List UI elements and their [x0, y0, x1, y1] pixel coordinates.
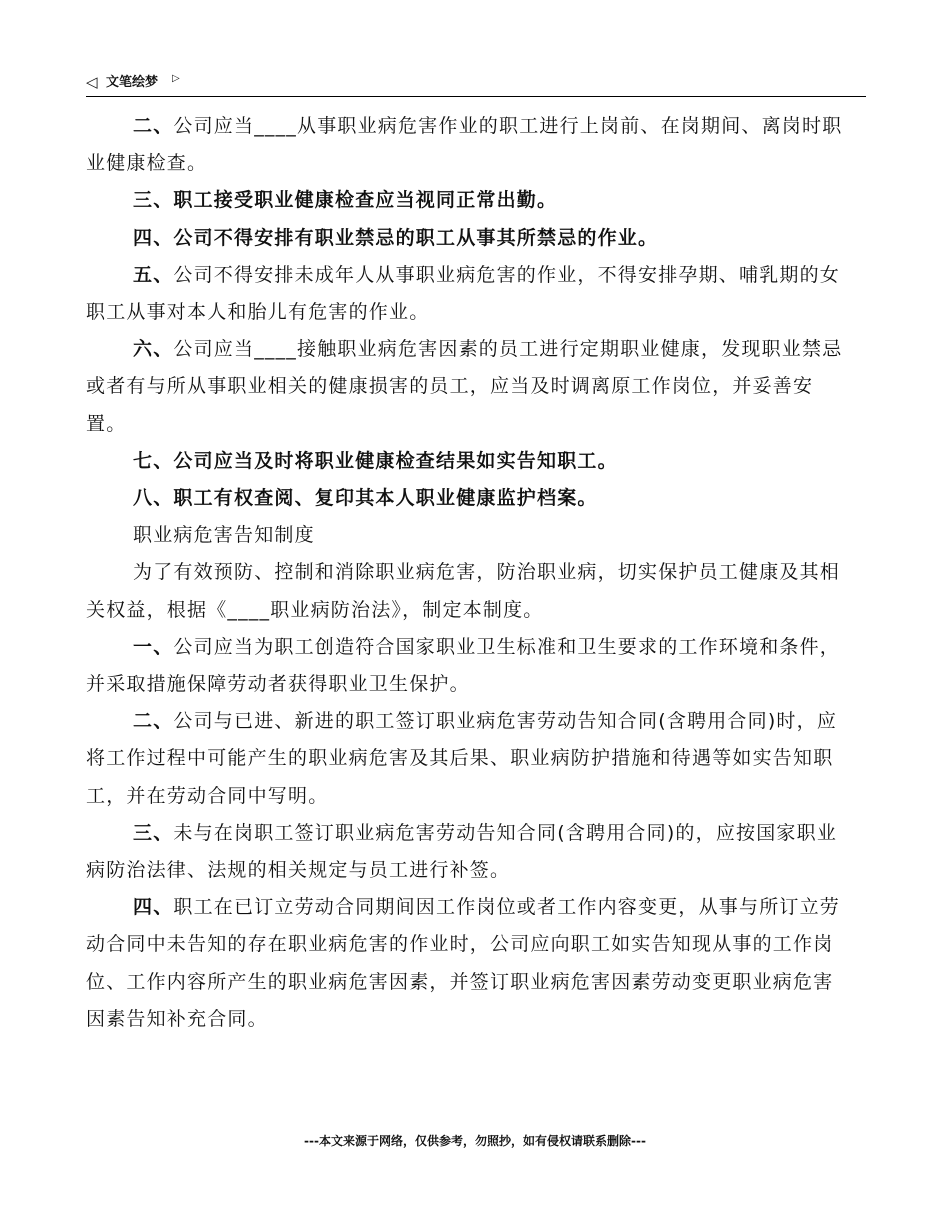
paragraph-clause-4: 四、公司不得安排有职业禁忌的职工从事其所禁忌的作业。	[133, 226, 659, 249]
paragraph-text: 公司应当为职工创造符合国家职业卫生标准和卫生要求的工作环境和条件，并采取措施保障劳动者获得职业卫生保护。	[86, 635, 841, 696]
clause-number: 二、	[133, 115, 174, 137]
left-triangle-icon: ◁	[86, 73, 98, 91]
paragraph-text: 未与在岗职工签订职业病危害劳动告知合同(含聘用合同)的，应按国家职业病防治法律、法规的相关规定与员工进行补签。	[86, 821, 838, 882]
paragraph-notice-1	[86, 629, 852, 703]
paragraph-clause-8: 八、职工有权查阅、复印其本人职业健康监护档案。	[133, 487, 598, 510]
paragraph-clause-3: 三、职工接受职业健康检查应当视同正常出勤。	[133, 189, 558, 212]
paragraph-text: 公司应当____从事职业病危害作业的职工进行上岗前、在岗期间、离岗时职业健康检查。	[86, 115, 843, 175]
right-triangle-icon: ▷	[172, 73, 180, 84]
clause-number: 三、	[133, 821, 174, 844]
paragraph-notice-2	[86, 703, 852, 815]
paragraph-text: 职工在已订立劳动合同期间因工作岗位或者工作内容变更，从事与所订立劳动合同中未告知的存在职业病危害的作业时，公司应向职工如实告知现从事的工作岗位、工作内容所产生的职业病危害因素，并签订职业病危害因素劳动变更职业病危害因素告知补充合同。	[86, 896, 841, 1030]
page-header	[86, 70, 866, 97]
header-title: 文笔绘梦	[106, 75, 159, 90]
paragraph-notice-3	[86, 815, 852, 889]
page-footer: ---本文来源于网络，仅供参考，勿照抄，如有侵权请联系删除---	[304, 1134, 646, 1148]
clause-number: 六、	[133, 338, 174, 361]
paragraph-text: 公司与已进、新进的职工签订职业病危害劳动告知合同(含聘用合同)时，应将工作过程中可能产生的职业病危害及其后果、职业病防护措施和待遇等如实告知职工，并在劳动合同中写明。	[86, 710, 838, 807]
document-body	[86, 108, 852, 1038]
clause-number: 二、	[133, 710, 174, 733]
paragraph-clause-6	[86, 331, 852, 443]
paragraph-intro: 为了有效预防、控制和消除职业病危害，防治职业病，切实保护员工健康及其相关权益，根据《____职业病防治法》，制定本制度。	[86, 561, 841, 621]
clause-number: 四、	[133, 896, 174, 919]
clause-number: 一、	[133, 635, 174, 658]
paragraph-text: 公司应当____接触职业病危害因素的员工进行定期职业健康，发现职业禁忌或者有与所从事职业相关的健康损害的员工，应当及时调离原工作岗位，并妥善安置。	[86, 338, 843, 435]
paragraph-clause-5	[86, 257, 852, 331]
clause-number: 五、	[133, 263, 174, 286]
section-heading: 职业病危害告知制度	[133, 524, 315, 547]
paragraph-text: 公司不得安排未成年人从事职业病危害的作业，不得安排孕期、哺乳期的女职工从事对本人和胎儿有危害的作业。	[86, 263, 841, 324]
paragraph-clause-2	[86, 108, 852, 182]
paragraph-clause-7: 七、公司应当及时将职业健康检查结果如实告知职工。	[133, 449, 618, 472]
paragraph-notice-4	[86, 889, 852, 1038]
